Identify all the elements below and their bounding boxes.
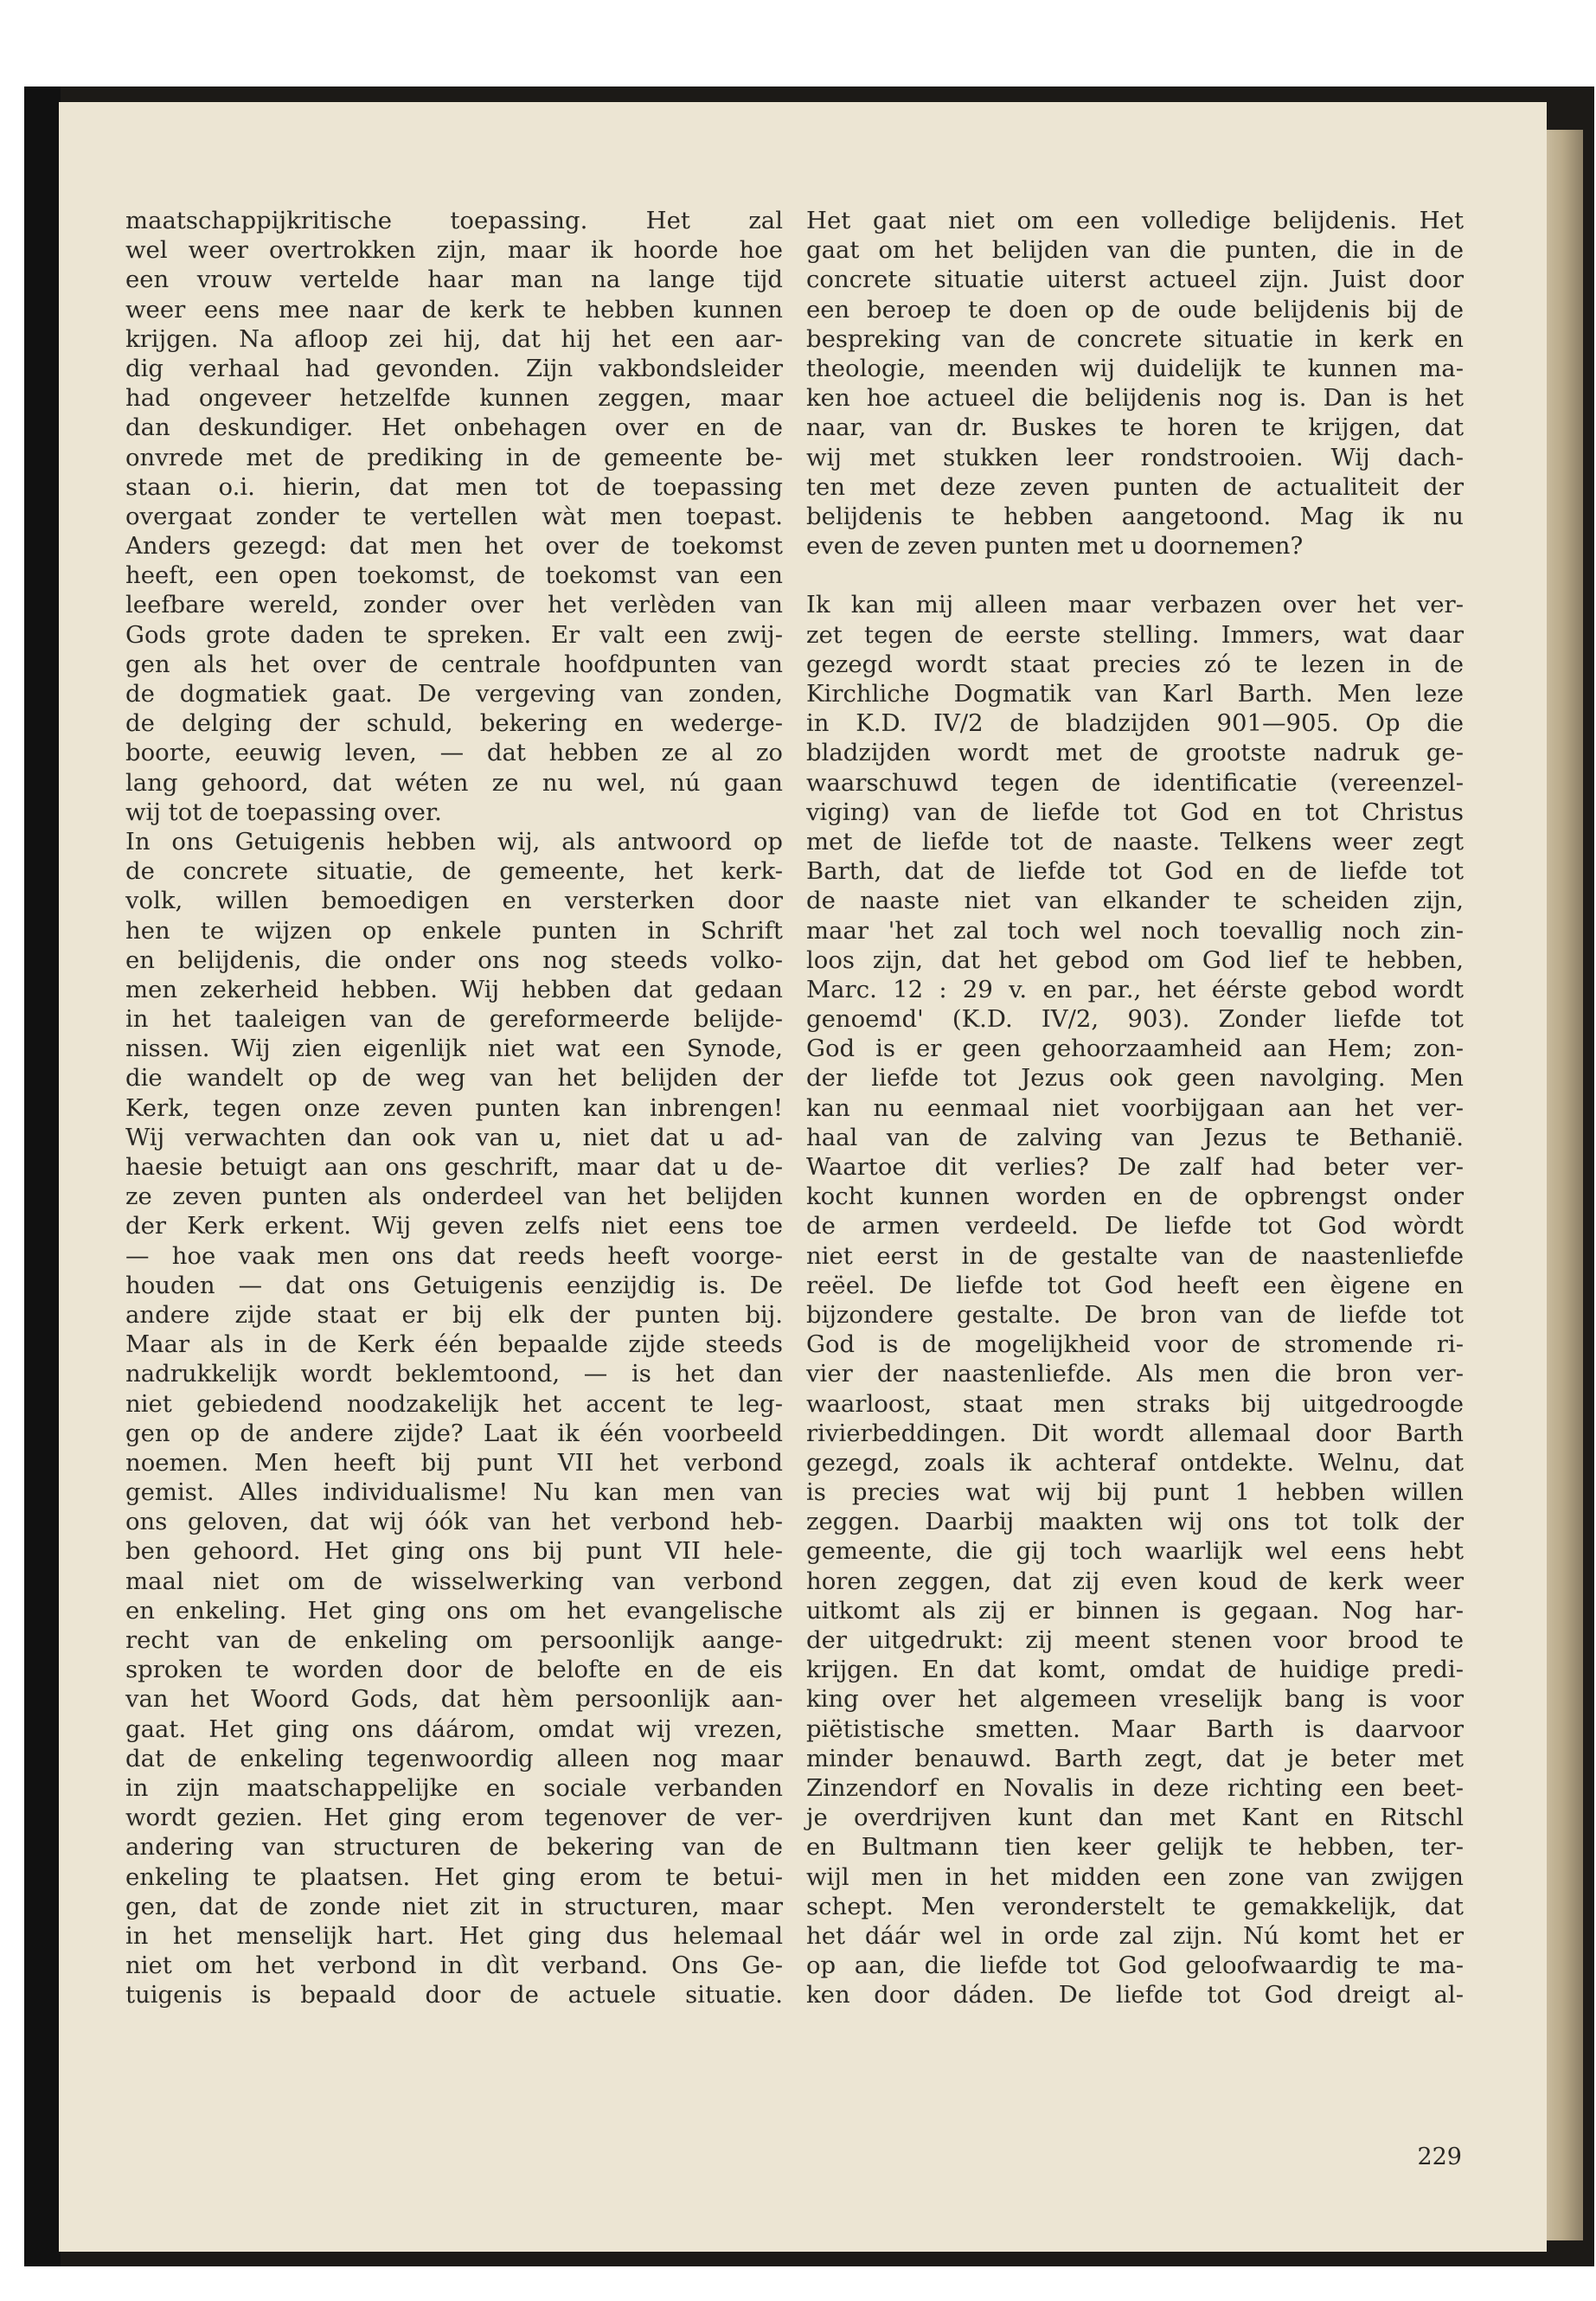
text-line: kocht kunnen worden en de opbrengst onder xyxy=(806,1183,1464,1211)
text-line: je overdrijven kunt dan met Kant en Ritschl xyxy=(806,1804,1464,1832)
text-line: vier der naastenliefde. Als men die bron ver- xyxy=(806,1360,1464,1388)
text-line: wel weer overtrokken zijn, maar ik hoorde hoe xyxy=(125,236,783,265)
text-line: God is er geen gehoorzaamheid aan Hem; zon- xyxy=(806,1035,1464,1063)
text-line: gaat. Het ging ons dáárom, omdat wij vrezen, xyxy=(125,1715,783,1743)
text-line: een vrouw vertelde haar man na lange tijd xyxy=(125,266,783,294)
text-line: recht van de enkeling om persoonlijk aange- xyxy=(125,1626,783,1654)
text-line: gemeente, die gij toch waarlijk wel eens hebt xyxy=(806,1537,1464,1566)
text-line: In ons Getuigenis hebben wij, als antwoord op xyxy=(125,827,783,856)
text-line: ken door dáden. De liefde tot God dreigt al- xyxy=(806,1981,1464,2009)
text-line: ons geloven, dat wij óók van het verbond heb- xyxy=(125,1508,783,1536)
text-line: horen zeggen, dat zij even koud de kerk weer xyxy=(806,1567,1464,1595)
text-line: kan nu eenmaal niet voorbijgaan aan het ver- xyxy=(806,1093,1464,1122)
text-line: wij tot de toepassing over. xyxy=(125,798,442,826)
text-line: der uitgedrukt: zij meent stenen voor brood te xyxy=(806,1626,1464,1654)
text-line: en enkeling. Het ging ons om het evangelische xyxy=(125,1596,783,1625)
text-line: theologie, meenden wij duidelijk te kunnen ma- xyxy=(806,354,1464,382)
text-line: in het menselijk hart. Het ging dus helemaal xyxy=(125,1921,783,1950)
text-line: dan deskundiger. Het onbehagen over en de xyxy=(125,413,783,442)
text-line: ken hoe actueel die belijdenis nog is. Dan is het xyxy=(806,384,1464,413)
text-line: Gods grote daden te spreken. Er valt een zwij- xyxy=(125,620,783,649)
text-line: heeft, een open toekomst, de toekomst van een xyxy=(125,561,783,590)
text-line: noemen. Men heeft bij punt VII het verbond xyxy=(125,1448,783,1477)
text-line: schept. Men veronderstelt te gemakkelijk, dat xyxy=(806,1892,1464,1920)
text-line: lang gehoord, dat wéten ze nu wel, nú gaan xyxy=(125,768,783,797)
text-line: gaat om het belijden van die punten, die in de xyxy=(806,236,1464,265)
text-line: waarloost, staat men straks bij uitgedroogde xyxy=(806,1389,1464,1418)
text-line: naar, van dr. Buskes te horen te krijgen, dat xyxy=(806,413,1464,442)
text-line: niet eerst in de gestalte van de naastenliefde xyxy=(806,1241,1464,1270)
text-line: de armen verdeeld. De liefde tot God wòrdt xyxy=(806,1212,1464,1240)
text-line: krijgen. En dat komt, omdat de huidige predi- xyxy=(806,1656,1464,1684)
text-line: gen als het over de centrale hoofdpunten van xyxy=(125,650,783,678)
text-line: ze zeven punten als onderdeel van het belijden xyxy=(125,1183,783,1211)
text-line: Anders gezegd: dat men het over de toekomst xyxy=(125,532,783,561)
text-line: ten met deze zeven punten de actualiteit der xyxy=(806,472,1464,501)
text-line: wordt gezien. Het ging erom tegenover de ver- xyxy=(125,1804,783,1832)
text-line: wij met stukken leer rondstrooien. Wij dach- xyxy=(806,443,1464,471)
book-spine xyxy=(24,87,61,2266)
text-line: gezegd, zoals ik achteraf ontdekte. Welnu, dat xyxy=(806,1448,1464,1477)
text-line: dig verhaal had gevonden. Zijn vakbondsleider xyxy=(125,354,783,382)
text-line: Wij verwachten dan ook van u, niet dat u ad- xyxy=(125,1123,783,1151)
paragraph-gap xyxy=(806,561,1464,590)
text-line: loos zijn, dat het gebod om God lief te hebben, xyxy=(806,945,1464,974)
text-line: Het gaat niet om een volledige belijdenis. Het xyxy=(806,207,1464,234)
text-line: waarschuwd tegen de identificatie (vereenzel- xyxy=(806,768,1464,797)
text-line: king over het algemeen vreselijk bang is voor xyxy=(806,1685,1464,1714)
text-line: houden — dat ons Getuigenis eenzijdig is. De xyxy=(125,1271,783,1299)
text-line: had ongeveer hetzelfde kunnen zeggen, maar xyxy=(125,384,783,413)
text-line: de delging der schuld, bekering en wederge- xyxy=(125,709,783,738)
text-line: die wandelt op de weg van het belijden der xyxy=(125,1064,783,1093)
text-line: — hoe vaak men ons dat reeds heeft voorge- xyxy=(125,1241,783,1270)
text-line: gen op de andere zijde? Laat ik één voorbeeld xyxy=(125,1419,783,1447)
text-line: der liefde tot Jezus ook geen navolging. Men xyxy=(806,1064,1464,1093)
text-line: even de zeven punten met u doornemen? xyxy=(806,532,1304,561)
text-line: uitkomt als zij er binnen is gegaan. Nog har- xyxy=(806,1596,1464,1625)
text-line: wijl men in het midden een zone van zwijgen xyxy=(806,1862,1464,1891)
text-line: niet om het verbond in dìt verband. Ons Ge- xyxy=(125,1952,783,1980)
text-line: andere zijde staat er bij elk der punten bij. xyxy=(125,1300,783,1329)
text-line: bijzondere gestalte. De bron van de liefde tot xyxy=(806,1300,1464,1329)
page-number: 229 xyxy=(1417,2144,1462,2170)
text-line: weer eens mee naar de kerk te hebben kunnen xyxy=(125,295,783,324)
text-line: niet gebiedend noodzakelijk het accent te leg- xyxy=(125,1389,783,1418)
text-line: enkeling te plaatsen. Het ging erom te betui- xyxy=(125,1862,783,1891)
text-line: bespreking van de concrete situatie in kerk en xyxy=(806,324,1464,353)
text-line: Kerk, tegen onze zeven punten kan inbrengen! xyxy=(125,1093,783,1122)
text-line: en belijdenis, die onder ons nog steeds volko- xyxy=(125,945,783,974)
text-line: bladzijden wordt met de grootste nadruk ge- xyxy=(806,739,1464,767)
text-line: genoemd' (K.D. IV/2, 903). Zonder liefde tot xyxy=(806,1005,1464,1034)
text-line: in het taaleigen van de gereformeerde belijde- xyxy=(125,1005,783,1034)
text-line: krijgen. Na afloop zei hij, dat hij het een aar- xyxy=(125,324,783,353)
text-line: der Kerk erkent. Wij geven zelfs niet eens toe xyxy=(125,1212,783,1240)
text-line: in zijn maatschappelijke en sociale verbanden xyxy=(125,1773,783,1802)
text-line: leefbare wereld, zonder over het verlèden van xyxy=(125,591,783,619)
text-line: gemist. Alles individualisme! Nu kan men van xyxy=(125,1478,783,1507)
text-line: maal niet om de wisselwerking van verbond xyxy=(125,1567,783,1595)
text-line: Waartoe dit verlies? De zalf had beter ver- xyxy=(806,1153,1464,1181)
text-line: boorte, eeuwig leven, — dat hebben ze al zo xyxy=(125,739,783,767)
text-line: Ik kan mij alleen maar verbazen over het ver- xyxy=(806,591,1464,619)
text-line: in K.D. IV/2 de bladzijden 901—905. Op die xyxy=(806,709,1464,738)
text-line: de dogmatiek gaat. De vergeving van zonden, xyxy=(125,680,783,708)
text-line: concrete situatie uiterst actueel zijn. Juist door xyxy=(806,266,1464,294)
text-line: het dáár wel in orde zal zijn. Nú komt het er xyxy=(806,1921,1464,1950)
text-line: rivierbeddingen. Dit wordt allemaal door Barth xyxy=(806,1419,1464,1447)
text-line: Marc. 12 : 29 v. en par., het éérste gebod wordt xyxy=(806,975,1464,1003)
text-line: belijdenis te hebben aangetoond. Mag ik nu xyxy=(806,502,1464,530)
text-line: viging) van de liefde tot God en tot Christus xyxy=(806,798,1464,826)
text-line: overgaat zonder te vertellen wàt men toepast. xyxy=(125,502,783,530)
right-column xyxy=(806,206,1464,2009)
text-line: haesie betuigt aan ons geschrift, maar dat u de- xyxy=(125,1153,783,1181)
text-line: tuigenis is bepaald door de actuele situatie. xyxy=(125,1981,783,2009)
text-line: een beroep te doen op de oude belijdenis bij de xyxy=(806,295,1464,324)
text-line: staan o.i. hierin, dat men tot de toepassing xyxy=(125,472,783,501)
text-line: God is de mogelijkheid voor de stromende ri- xyxy=(806,1330,1464,1359)
text-line: gen, dat de zonde niet zit in structuren, maar xyxy=(125,1892,783,1920)
text-line: Kirchliche Dogmatik van Karl Barth. Men leze xyxy=(806,680,1464,708)
text-line: dat de enkeling tegenwoordig alleen nog maar xyxy=(125,1744,783,1772)
text-line: haal van de zalving van Jezus te Bethanië. xyxy=(806,1123,1464,1151)
text-line: maatschappijkritische toepassing. Het zal xyxy=(125,207,783,234)
text-line: onvrede met de prediking in de gemeente be- xyxy=(125,443,783,471)
text-line: hen te wijzen op enkele punten in Schrift xyxy=(125,916,783,945)
text-line: gezegd wordt staat precies zó te lezen in de xyxy=(806,650,1464,678)
text-line: is precies wat wij bij punt 1 hebben willen xyxy=(806,1478,1464,1507)
left-column xyxy=(125,206,783,2009)
text-line: de concrete situatie, de gemeente, het kerk- xyxy=(125,857,783,886)
text-line: nadrukkelijk wordt beklemtoond, — is het dan xyxy=(125,1360,783,1388)
text-line: Maar als in de Kerk één bepaalde zijde steeds xyxy=(125,1330,783,1359)
text-line: reëel. De liefde tot God heeft een èigene en xyxy=(806,1271,1464,1299)
text-line: volk, willen bemoedigen en versterken door xyxy=(125,887,783,915)
text-line: men zekerheid hebben. Wij hebben dat gedaan xyxy=(125,975,783,1003)
text-line: van het Woord Gods, dat hèm persoonlijk aan- xyxy=(125,1685,783,1714)
text-line: sproken te worden door de belofte en de eis xyxy=(125,1656,783,1684)
text-line: Barth, dat de liefde tot God en de liefde tot xyxy=(806,857,1464,886)
text-line: zeggen. Daarbij maakten wij ons tot tolk der xyxy=(806,1508,1464,1536)
text-line: andering van structuren de bekering van de xyxy=(125,1833,783,1862)
text-line: en Bultmann tien keer gelijk te hebben, ter- xyxy=(806,1833,1464,1862)
text-line: op aan, die liefde tot God geloofwaardig te ma- xyxy=(806,1952,1464,1980)
text-line: maar 'het zal toch wel noch toevallig noch zin- xyxy=(806,916,1464,945)
text-line: ben gehoord. Het ging ons bij punt VII hele- xyxy=(125,1537,783,1566)
text-line: minder benauwd. Barth zegt, dat je beter met xyxy=(806,1744,1464,1772)
text-line: piëtistische smetten. Maar Barth is daarvoor xyxy=(806,1715,1464,1743)
text-line: de naaste niet van elkander te scheiden zijn, xyxy=(806,887,1464,915)
text-line: zet tegen de eerste stelling. Immers, wat daar xyxy=(806,620,1464,649)
text-line: Zinzendorf en Novalis in deze richting een beet- xyxy=(806,1773,1464,1802)
text-line: nissen. Wij zien eigenlijk niet wat een Synode, xyxy=(125,1035,783,1063)
text-line: met de liefde tot de naaste. Telkens weer zegt xyxy=(806,827,1464,856)
